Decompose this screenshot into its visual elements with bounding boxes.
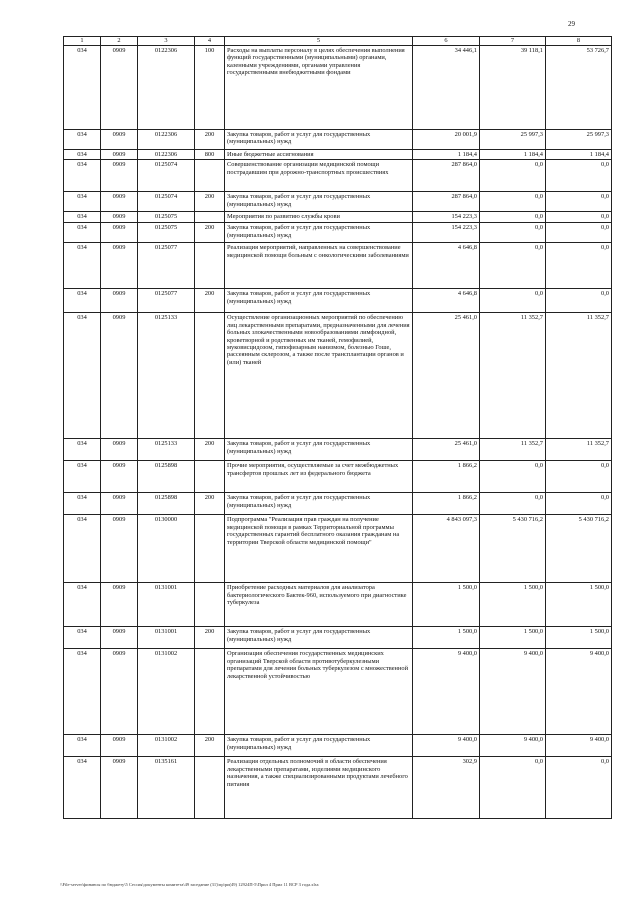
- cell-amount-year-1: 9 400,0: [413, 735, 480, 757]
- cell-amount-year-3: 0,0: [546, 289, 612, 313]
- cell-target-article: 0122306: [138, 150, 195, 160]
- table-row: [64, 289, 612, 313]
- cell-amount-year-3: 9 400,0: [546, 735, 612, 757]
- cell-description: Приобретение расходных материалов для анализатора бактериологического Бактек-960, используемого при диагностике туберкулеза: [225, 583, 413, 627]
- cell-target-article: 0131001: [138, 627, 195, 649]
- cell-amount-year-1: 1 500,0: [413, 583, 480, 627]
- cell-amount-year-3: 11 352,7: [546, 439, 612, 461]
- table-row: [64, 212, 612, 223]
- cell-expense-type: 100: [195, 46, 225, 130]
- cell-amount-year-2: 1 500,0: [480, 627, 546, 649]
- cell-expense-type: 200: [195, 735, 225, 757]
- table-row: [64, 627, 612, 649]
- cell-amount-year-1: 302,9: [413, 757, 480, 819]
- cell-expense-type: 200: [195, 493, 225, 515]
- cell-description: Закупка товаров, работ и услуг для государственных (муниципальных) нужд: [225, 735, 413, 757]
- cell-amount-year-1: 4 843 097,3: [413, 515, 480, 583]
- cell-amount-year-2: 9 400,0: [480, 735, 546, 757]
- cell-description: Закупка товаров, работ и услуг для государственных (муниципальных) нужд: [225, 192, 413, 212]
- cell-target-article: 0135161: [138, 757, 195, 819]
- cell-section-code: 0909: [101, 192, 138, 212]
- cell-section-code: 0909: [101, 243, 138, 289]
- cell-amount-year-2: 0,0: [480, 461, 546, 493]
- column-header: 6: [413, 37, 480, 46]
- cell-amount-year-2: 25 997,3: [480, 130, 546, 150]
- cell-description: Закупка товаров, работ и услуг для государственных (муниципальных) нужд: [225, 493, 413, 515]
- cell-section-code: 0909: [101, 493, 138, 515]
- cell-amount-year-3: 0,0: [546, 757, 612, 819]
- cell-description: Мероприятия по развитию службы крови: [225, 212, 413, 223]
- table-row: [64, 243, 612, 289]
- cell-amount-year-1: 1 866,2: [413, 461, 480, 493]
- cell-amount-year-2: 0,0: [480, 289, 546, 313]
- cell-amount-year-3: 0,0: [546, 212, 612, 223]
- cell-amount-year-3: 0,0: [546, 461, 612, 493]
- cell-section-code: 0909: [101, 150, 138, 160]
- cell-amount-year-3: 25 997,3: [546, 130, 612, 150]
- cell-ministry-code: 034: [64, 439, 101, 461]
- cell-ministry-code: 034: [64, 212, 101, 223]
- cell-expense-type: [195, 649, 225, 735]
- cell-expense-type: 200: [195, 627, 225, 649]
- column-header: 3: [138, 37, 195, 46]
- cell-amount-year-1: 154 223,3: [413, 212, 480, 223]
- table-row: [64, 46, 612, 130]
- cell-amount-year-1: 1 866,2: [413, 493, 480, 515]
- cell-amount-year-3: 53 726,7: [546, 46, 612, 130]
- cell-target-article: 0125133: [138, 439, 195, 461]
- cell-ministry-code: 034: [64, 46, 101, 130]
- cell-amount-year-3: 11 352,7: [546, 313, 612, 439]
- cell-amount-year-1: 4 646,8: [413, 243, 480, 289]
- cell-section-code: 0909: [101, 212, 138, 223]
- cell-amount-year-2: 1 500,0: [480, 583, 546, 627]
- cell-amount-year-3: 1 184,4: [546, 150, 612, 160]
- column-header: 4: [195, 37, 225, 46]
- cell-description: Совершенствование организации медицинской помощи пострадавшим при дорожно-транспортных происшествиях: [225, 160, 413, 192]
- table-row: [64, 583, 612, 627]
- table-row: [64, 461, 612, 493]
- cell-description: Закупка товаров, работ и услуг для государственных (муниципальных) нужд: [225, 223, 413, 243]
- cell-ministry-code: 034: [64, 223, 101, 243]
- cell-amount-year-2: 0,0: [480, 493, 546, 515]
- cell-section-code: 0909: [101, 313, 138, 439]
- cell-ministry-code: 034: [64, 313, 101, 439]
- cell-target-article: 0125075: [138, 212, 195, 223]
- cell-ministry-code: 034: [64, 735, 101, 757]
- cell-amount-year-1: 25 461,0: [413, 313, 480, 439]
- cell-amount-year-2: 11 352,7: [480, 439, 546, 461]
- cell-amount-year-3: 0,0: [546, 223, 612, 243]
- cell-description: Иные бюджетные ассигнования: [225, 150, 413, 160]
- cell-expense-type: 200: [195, 223, 225, 243]
- cell-section-code: 0909: [101, 130, 138, 150]
- cell-amount-year-1: 25 461,0: [413, 439, 480, 461]
- cell-section-code: 0909: [101, 735, 138, 757]
- cell-section-code: 0909: [101, 160, 138, 192]
- cell-section-code: 0909: [101, 627, 138, 649]
- cell-amount-year-3: 0,0: [546, 160, 612, 192]
- cell-description: Осуществление организационных мероприятий по обеспечению лиц лекарственными препаратами, предназначенными для лечения больных злокачественными новообразованиями лимфоидной, кроветворной и родственных им тканей, гемофилией, муковисцидозом, гипофизарным нанизмом, болезнью Гоше, рассеянным склерозом, а также после трансплантации органов и (или) тканей: [225, 313, 413, 439]
- cell-target-article: 0122306: [138, 46, 195, 130]
- cell-ministry-code: 034: [64, 130, 101, 150]
- cell-amount-year-2: 1 184,4: [480, 150, 546, 160]
- cell-description: Закупка товаров, работ и услуг для государственных (муниципальных) нужд: [225, 627, 413, 649]
- cell-expense-type: 200: [195, 289, 225, 313]
- cell-amount-year-3: 5 430 716,2: [546, 515, 612, 583]
- table-row: [64, 160, 612, 192]
- cell-section-code: 0909: [101, 583, 138, 627]
- cell-ministry-code: 034: [64, 150, 101, 160]
- cell-target-article: 0130000: [138, 515, 195, 583]
- cell-description: Организация обеспечения государственных медицинских организаций Тверской области противотуберкулезными препаратами для лечения больных туберкулезом с множественной лекарственной устойчивостью: [225, 649, 413, 735]
- cell-section-code: 0909: [101, 439, 138, 461]
- cell-amount-year-2: 0,0: [480, 223, 546, 243]
- cell-amount-year-2: 0,0: [480, 757, 546, 819]
- cell-amount-year-1: 154 223,3: [413, 223, 480, 243]
- cell-amount-year-1: 34 446,1: [413, 46, 480, 130]
- cell-amount-year-2: 0,0: [480, 212, 546, 223]
- cell-amount-year-1: 287 864,0: [413, 160, 480, 192]
- cell-section-code: 0909: [101, 289, 138, 313]
- cell-expense-type: [195, 757, 225, 819]
- cell-description: Закупка товаров, работ и услуг для государственных (муниципальных) нужд: [225, 289, 413, 313]
- table-row: [64, 493, 612, 515]
- table-row: [64, 192, 612, 212]
- cell-ministry-code: 034: [64, 627, 101, 649]
- cell-description: Реализация отдельных полномочий в области обеспечения лекарственными препаратами, изделиями медицинского назначения, а также специализированными продуктами лечебного питания: [225, 757, 413, 819]
- column-header: 2: [101, 37, 138, 46]
- cell-expense-type: [195, 583, 225, 627]
- cell-target-article: 0131002: [138, 649, 195, 735]
- cell-amount-year-1: 287 864,0: [413, 192, 480, 212]
- cell-amount-year-3: 0,0: [546, 192, 612, 212]
- cell-amount-year-2: 0,0: [480, 192, 546, 212]
- column-header: 7: [480, 37, 546, 46]
- cell-amount-year-2: 5 430 716,2: [480, 515, 546, 583]
- cell-amount-year-3: 0,0: [546, 493, 612, 515]
- cell-section-code: 0909: [101, 461, 138, 493]
- cell-description: Реализация мероприятий, направленных на совершенствование медицинской помощи больным с онкологическими заболеваниями: [225, 243, 413, 289]
- cell-ministry-code: 034: [64, 160, 101, 192]
- cell-amount-year-3: 1 500,0: [546, 583, 612, 627]
- cell-amount-year-1: 4 646,8: [413, 289, 480, 313]
- cell-amount-year-3: 0,0: [546, 243, 612, 289]
- cell-target-article: 0125133: [138, 313, 195, 439]
- cell-section-code: 0909: [101, 515, 138, 583]
- table-row: [64, 515, 612, 583]
- cell-expense-type: 200: [195, 192, 225, 212]
- cell-target-article: 0125898: [138, 461, 195, 493]
- cell-amount-year-1: 1 500,0: [413, 627, 480, 649]
- cell-description: Подпрограмма "Реализация прав граждан на получение медицинской помощи в рамках Территориальной программы государственных гарантий бесплатного оказания гражданам на территории Тверской области медицинской помощи": [225, 515, 413, 583]
- cell-amount-year-2: 0,0: [480, 160, 546, 192]
- cell-target-article: 0125075: [138, 223, 195, 243]
- cell-ministry-code: 034: [64, 757, 101, 819]
- cell-expense-type: [195, 243, 225, 289]
- cell-ministry-code: 034: [64, 192, 101, 212]
- cell-target-article: 0125077: [138, 289, 195, 313]
- table-row: [64, 150, 612, 160]
- cell-amount-year-2: 11 352,7: [480, 313, 546, 439]
- table-row: [64, 130, 612, 150]
- table-row: [64, 223, 612, 243]
- file-path-footer: \\File-server\финансы по бюджету\5 Сессия\документы комитета\49 заседание (31)\пр\ри(49) 12924П-5\Прил 4 Прил 11 ВСР 3 года.xlsx: [60, 882, 319, 887]
- cell-amount-year-1: 9 400,0: [413, 649, 480, 735]
- column-header: 1: [64, 37, 101, 46]
- table-row: [64, 757, 612, 819]
- cell-description: Закупка товаров, работ и услуг для государственных (муниципальных) нужд: [225, 130, 413, 150]
- table-row: [64, 735, 612, 757]
- page-number: 29: [568, 20, 575, 28]
- budget-table: [63, 36, 612, 819]
- cell-target-article: 0125074: [138, 160, 195, 192]
- cell-ministry-code: 034: [64, 649, 101, 735]
- cell-expense-type: [195, 160, 225, 192]
- cell-expense-type: 800: [195, 150, 225, 160]
- table-row: [64, 649, 612, 735]
- cell-ministry-code: 034: [64, 515, 101, 583]
- table-row: [64, 313, 612, 439]
- cell-ministry-code: 034: [64, 243, 101, 289]
- cell-ministry-code: 034: [64, 289, 101, 313]
- cell-expense-type: [195, 515, 225, 583]
- cell-expense-type: 200: [195, 130, 225, 150]
- cell-amount-year-3: 1 500,0: [546, 627, 612, 649]
- cell-section-code: 0909: [101, 757, 138, 819]
- cell-amount-year-2: 0,0: [480, 243, 546, 289]
- cell-description: Расходы на выплаты персоналу в целях обеспечения выполнения функций государственными (муниципальными) органами, казенными учреждениями, органами управления государственными внебюджетными фондами: [225, 46, 413, 130]
- cell-expense-type: [195, 212, 225, 223]
- column-header: 5: [225, 37, 413, 46]
- cell-target-article: 0125898: [138, 493, 195, 515]
- cell-description: Закупка товаров, работ и услуг для государственных (муниципальных) нужд: [225, 439, 413, 461]
- cell-amount-year-1: 1 184,4: [413, 150, 480, 160]
- cell-ministry-code: 034: [64, 493, 101, 515]
- cell-expense-type: [195, 313, 225, 439]
- table-header-row: [64, 37, 612, 46]
- table-row: [64, 439, 612, 461]
- cell-target-article: 0131001: [138, 583, 195, 627]
- cell-section-code: 0909: [101, 649, 138, 735]
- cell-target-article: 0125077: [138, 243, 195, 289]
- cell-amount-year-2: 39 118,1: [480, 46, 546, 130]
- cell-amount-year-3: 9 400,0: [546, 649, 612, 735]
- cell-target-article: 0122306: [138, 130, 195, 150]
- column-header: 8: [546, 37, 612, 46]
- cell-description: Прочие мероприятия, осуществляемые за счет межбюджетных трансфертов прошлых лет из федерального бюджета: [225, 461, 413, 493]
- cell-ministry-code: 034: [64, 583, 101, 627]
- cell-target-article: 0125074: [138, 192, 195, 212]
- cell-expense-type: [195, 461, 225, 493]
- table-body: [64, 46, 612, 819]
- cell-section-code: 0909: [101, 46, 138, 130]
- cell-ministry-code: 034: [64, 461, 101, 493]
- cell-amount-year-2: 9 400,0: [480, 649, 546, 735]
- cell-target-article: 0131002: [138, 735, 195, 757]
- cell-section-code: 0909: [101, 223, 138, 243]
- cell-amount-year-1: 20 001,9: [413, 130, 480, 150]
- cell-expense-type: 200: [195, 439, 225, 461]
